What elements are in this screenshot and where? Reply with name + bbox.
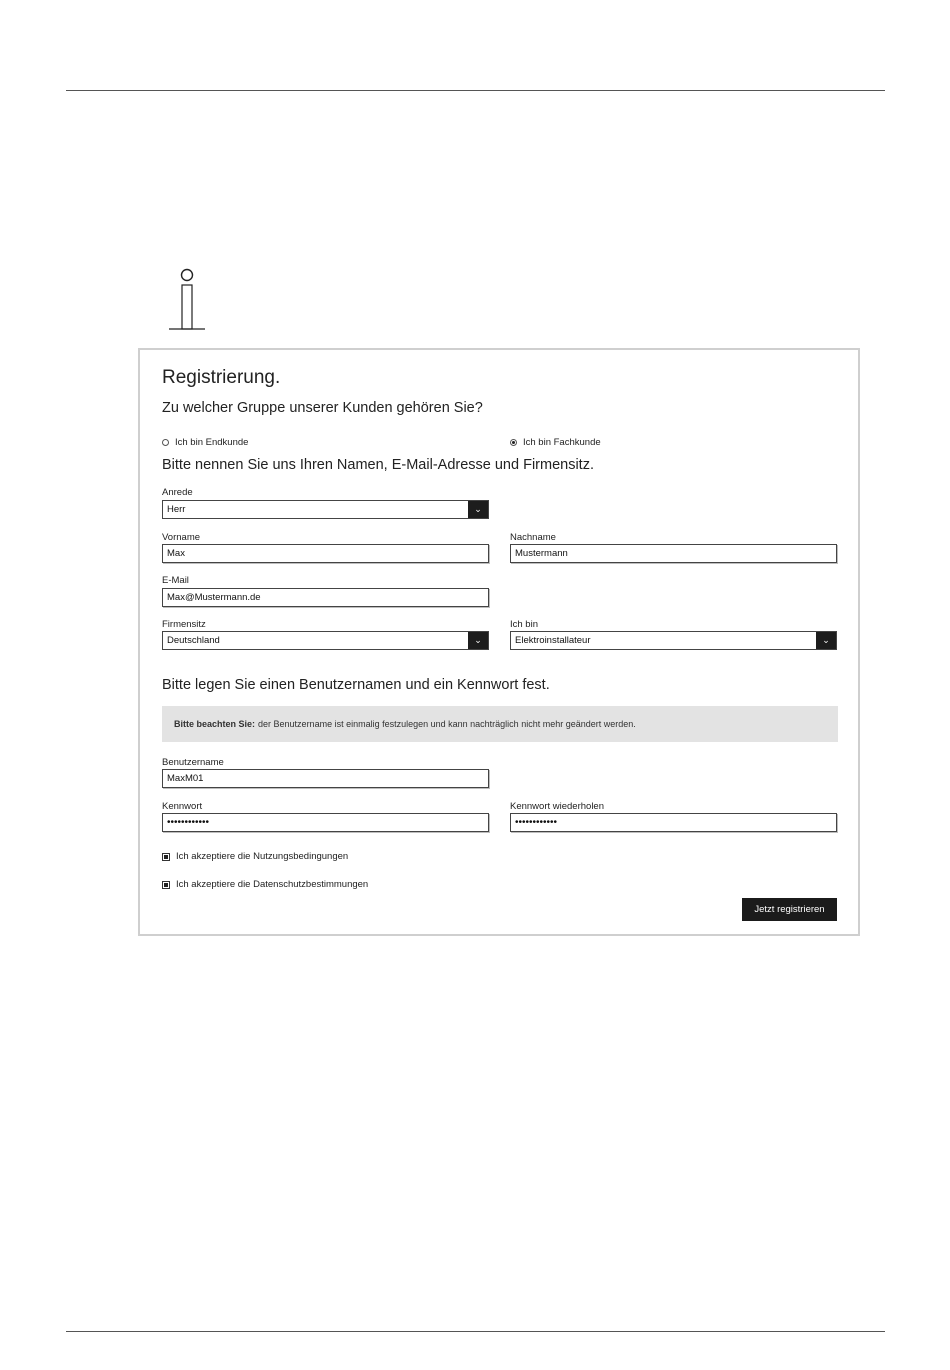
benutzername-label: Benutzername	[162, 757, 224, 768]
chevron-down-icon[interactable]: ⌄	[468, 632, 488, 649]
register-button[interactable]: Jetzt registrieren	[742, 898, 837, 921]
nachname-input[interactable]: Mustermann	[510, 544, 837, 563]
anrede-select[interactable]	[162, 500, 489, 519]
radio-fachkunde-label: Ich bin Fachkunde	[523, 437, 601, 448]
anrede-label: Anrede	[162, 487, 193, 498]
terms-checkbox-label: Ich akzeptiere die Nutzungsbedingungen	[176, 851, 349, 862]
radio-fachkunde[interactable]	[510, 437, 601, 448]
privacy-checkbox-box[interactable]	[162, 881, 170, 889]
name-heading: Bitte nennen Sie uns Ihren Namen, E-Mail-Adresse und Firmensitz.	[162, 457, 594, 473]
firmensitz-value: Deutschland	[167, 635, 220, 646]
firmensitz-select[interactable]	[162, 631, 489, 650]
footer-rule	[66, 1331, 885, 1332]
info-icon	[169, 268, 205, 332]
email-label: E-Mail	[162, 575, 189, 586]
form-title: Registrierung.	[162, 367, 281, 388]
notice-bold: Bitte beachten Sie:	[174, 719, 256, 729]
kennwort-label: Kennwort	[162, 801, 203, 812]
terms-checkbox-box[interactable]	[162, 853, 170, 861]
vorname-label: Vorname	[162, 532, 201, 543]
benutzername-input[interactable]: MaxM01	[162, 769, 489, 788]
firmensitz-label: Firmensitz	[162, 619, 206, 630]
chevron-down-icon[interactable]: ⌄	[816, 632, 836, 649]
radio-endkunde-circle[interactable]	[162, 439, 169, 446]
radio-fachkunde-circle[interactable]	[510, 439, 517, 446]
ich-bin-value: Elektroinstallateur	[515, 635, 591, 646]
notice-box	[162, 706, 838, 742]
kennwort-input[interactable]: ••••••••••••	[162, 813, 489, 832]
ich-bin-select[interactable]	[510, 631, 837, 650]
terms-checkbox[interactable]	[162, 851, 348, 862]
nachname-label: Nachname	[510, 532, 556, 543]
kennwort-wdh-input[interactable]: ••••••••••••	[510, 813, 837, 832]
kennwort-wdh-label: Kennwort wiederholen	[510, 801, 605, 812]
header-rule	[66, 90, 885, 91]
anrede-value: Herr	[167, 504, 186, 515]
radio-endkunde[interactable]	[162, 437, 248, 448]
privacy-checkbox[interactable]	[162, 879, 368, 890]
notice-text: der Benutzername ist einmalig festzulegen und kann nachträglich nicht mehr geändert werden.	[258, 719, 636, 729]
credentials-heading: Bitte legen Sie einen Benutzernamen und ein Kennwort fest.	[162, 677, 550, 693]
radio-endkunde-label: Ich bin Endkunde	[175, 437, 249, 448]
email-input[interactable]: Max@Mustermann.de	[162, 588, 489, 607]
vorname-input[interactable]: Max	[162, 544, 489, 563]
privacy-checkbox-label: Ich akzeptiere die Datenschutzbestimmungen	[176, 879, 369, 890]
group-question: Zu welcher Gruppe unserer Kunden gehören Sie?	[162, 400, 483, 416]
registration-panel	[138, 348, 860, 936]
chevron-down-icon[interactable]: ⌄	[468, 501, 488, 518]
ich-bin-label: Ich bin	[510, 619, 538, 630]
